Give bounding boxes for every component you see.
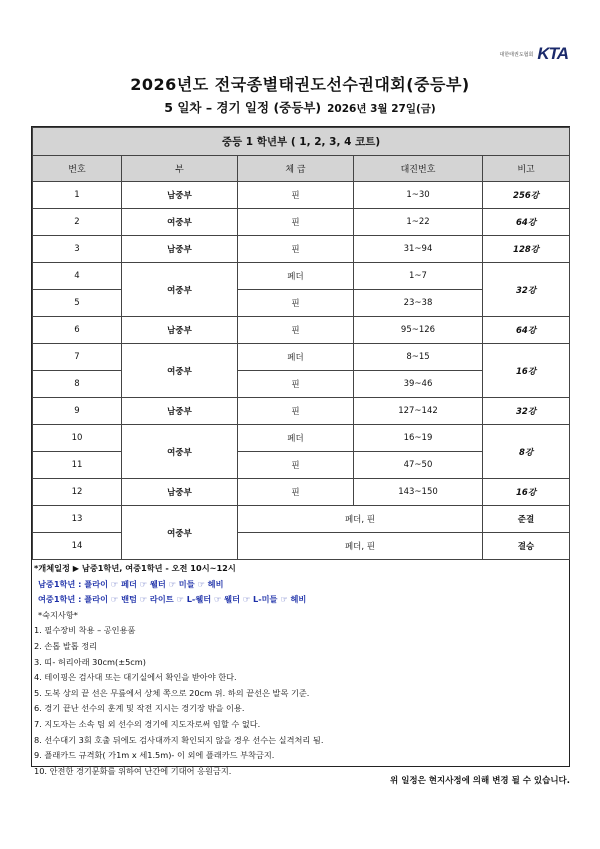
cell-no: 8 bbox=[33, 371, 122, 398]
cell-note: 결승 bbox=[483, 533, 570, 560]
cell-bracket: 8~15 bbox=[354, 344, 483, 371]
rule-item: 7. 지도자는 소속 팀 외 선수의 경기에 지도자로써 임할 수 없다. bbox=[34, 718, 261, 729]
cell-note: 16강 bbox=[483, 479, 570, 506]
cell-note: 64강 bbox=[483, 209, 570, 236]
cell-weight: 핀 bbox=[238, 398, 354, 425]
cell-weight: 핀 bbox=[238, 317, 354, 344]
rule-item: 10. 안전한 경기문화를 위하여 난간에 기대어 응원금지. bbox=[34, 765, 232, 776]
rule-item: 4. 테이핑은 검사대 또는 대기실에서 확인을 받아야 한다. bbox=[34, 672, 237, 683]
cell-note: 64강 bbox=[483, 317, 570, 344]
cell-division: 남중부 bbox=[122, 317, 238, 344]
logo-abbr: KTA bbox=[537, 44, 568, 63]
cell-weight: 페더, 핀 bbox=[238, 533, 483, 560]
table-row bbox=[33, 425, 570, 452]
cell-no: 4 bbox=[33, 263, 122, 290]
cell-bracket: 95~126 bbox=[354, 317, 483, 344]
cell-division: 여중부 bbox=[122, 263, 238, 317]
cell-division: 여중부 bbox=[122, 506, 238, 560]
table-caption: 중등 1 학년부 ( 1, 2, 3, 4 코트) bbox=[33, 128, 570, 156]
cell-weight: 페더, 핀 bbox=[238, 506, 483, 533]
cell-division: 남중부 bbox=[122, 236, 238, 263]
cell-weight: 페더 bbox=[238, 425, 354, 452]
cell-weight: 핀 bbox=[238, 209, 354, 236]
cell-weight: 핀 bbox=[238, 290, 354, 317]
cell-note: 8강 bbox=[483, 425, 570, 479]
rule-item: 5. 도복 상의 끝 선은 무릎에서 상체 쪽으로 20cm 위. 하의 끝선은 발목 기준. bbox=[34, 687, 310, 698]
boys-weight-order: 남중1학년 : 플라이 ☞ 페더 ☞ 웰터 ☞ 미들 ☞ 헤비 bbox=[38, 578, 224, 589]
cell-bracket: 1~7 bbox=[354, 263, 483, 290]
schedule-change-notice: 위 일정은 현지사정에 의해 변경 될 수 있습니다. bbox=[390, 776, 570, 786]
cell-division: 남중부 bbox=[122, 182, 238, 209]
cell-weight: 페더 bbox=[238, 263, 354, 290]
cell-bracket: 127~142 bbox=[354, 398, 483, 425]
rule-item: 2. 손톱 발톱 정리 bbox=[34, 640, 98, 651]
cell-no: 9 bbox=[33, 398, 122, 425]
cell-note: 128강 bbox=[483, 236, 570, 263]
document-title: 2026년도 전국종별태권도선수권대회(중등부) bbox=[130, 75, 470, 94]
table-row bbox=[33, 506, 570, 533]
cell-division: 여중부 bbox=[122, 344, 238, 398]
cell-weight: 핀 bbox=[238, 236, 354, 263]
header-division: 부 bbox=[122, 156, 238, 182]
cell-no: 3 bbox=[33, 236, 122, 263]
cell-note: 16강 bbox=[483, 344, 570, 398]
girls-weight-order: 여중1학년 : 플라이 ☞ 밴텀 ☞ 라이트 ☞ L-웰터 ☞ 웰터 ☞ L-미들 ☞ 헤비 bbox=[38, 594, 307, 605]
cell-note: 256강 bbox=[483, 182, 570, 209]
subtitle-main: 5 일차 – 경기 일정 (중등부) bbox=[164, 100, 322, 115]
cell-division: 남중부 bbox=[122, 479, 238, 506]
cell-bracket: 1~30 bbox=[354, 182, 483, 209]
cell-no: 6 bbox=[33, 317, 122, 344]
cell-no: 5 bbox=[33, 290, 122, 317]
cell-weight: 페더 bbox=[238, 344, 354, 371]
table-row bbox=[33, 236, 570, 263]
cell-division: 여중부 bbox=[122, 425, 238, 479]
cell-division: 남중부 bbox=[122, 398, 238, 425]
logo-org-name: 대한태권도협회 bbox=[499, 51, 534, 58]
schedule-table bbox=[32, 127, 570, 560]
rule-item: 3. 띠- 허리아래 30cm(±5cm) bbox=[34, 656, 146, 667]
rule-item: 9. 플래카드 규격화( 가1m x 세1.5m)- 이 외에 플래카드 부착금지. bbox=[34, 750, 275, 761]
cell-bracket: 143~150 bbox=[354, 479, 483, 506]
cell-note: 32강 bbox=[483, 398, 570, 425]
cell-weight: 핀 bbox=[238, 182, 354, 209]
rules-title: *숙지사항* bbox=[38, 609, 78, 620]
table-row bbox=[33, 263, 570, 290]
cell-note: 준결 bbox=[483, 506, 570, 533]
document-subtitle bbox=[0, 98, 600, 116]
opening-schedule: *개체일정 ▶ 남중1학년, 여중1학년 - 오전 10시~12시 bbox=[34, 563, 236, 573]
cell-division: 여중부 bbox=[122, 209, 238, 236]
table-row bbox=[33, 182, 570, 209]
rule-item: 1. 필수장비 착용 – 공인용품 bbox=[34, 625, 136, 636]
header-no: 번호 bbox=[33, 156, 122, 182]
cell-no: 7 bbox=[33, 344, 122, 371]
table-row bbox=[33, 344, 570, 371]
cell-bracket: 39~46 bbox=[354, 371, 483, 398]
kta-logo bbox=[500, 44, 569, 64]
header-weight: 체 급 bbox=[238, 156, 354, 182]
cell-bracket: 31~94 bbox=[354, 236, 483, 263]
cell-no: 2 bbox=[33, 209, 122, 236]
table-row bbox=[33, 317, 570, 344]
notes-section bbox=[34, 561, 564, 779]
cell-no: 13 bbox=[33, 506, 122, 533]
cell-bracket: 1~22 bbox=[354, 209, 483, 236]
cell-no: 12 bbox=[33, 479, 122, 506]
rule-item: 8. 선수대기 3회 호출 뒤에도 검사대까지 확인되지 않을 경우 선수는 실격처리 됨. bbox=[34, 734, 324, 745]
table-row bbox=[33, 209, 570, 236]
schedule-frame bbox=[31, 126, 570, 776]
subtitle-date: 2026년 3월 27일(금) bbox=[327, 103, 436, 115]
cell-bracket: 47~50 bbox=[354, 452, 483, 479]
table-row bbox=[33, 398, 570, 425]
cell-weight: 핀 bbox=[238, 479, 354, 506]
header-note: 비고 bbox=[483, 156, 570, 182]
table-row bbox=[33, 533, 570, 560]
header-bracket: 대진번호 bbox=[354, 156, 483, 182]
cell-no: 14 bbox=[33, 533, 122, 560]
cell-bracket: 16~19 bbox=[354, 425, 483, 452]
cell-note: 32강 bbox=[483, 263, 570, 317]
cell-weight: 핀 bbox=[238, 452, 354, 479]
cell-weight: 핀 bbox=[238, 371, 354, 398]
cell-bracket: 23~38 bbox=[354, 290, 483, 317]
cell-no: 11 bbox=[33, 452, 122, 479]
cell-no: 10 bbox=[33, 425, 122, 452]
rule-item: 6. 경기 끝난 선수의 훈계 및 작전 지시는 경기장 밖을 이용. bbox=[34, 703, 245, 714]
table-row bbox=[33, 479, 570, 506]
cell-no: 1 bbox=[33, 182, 122, 209]
